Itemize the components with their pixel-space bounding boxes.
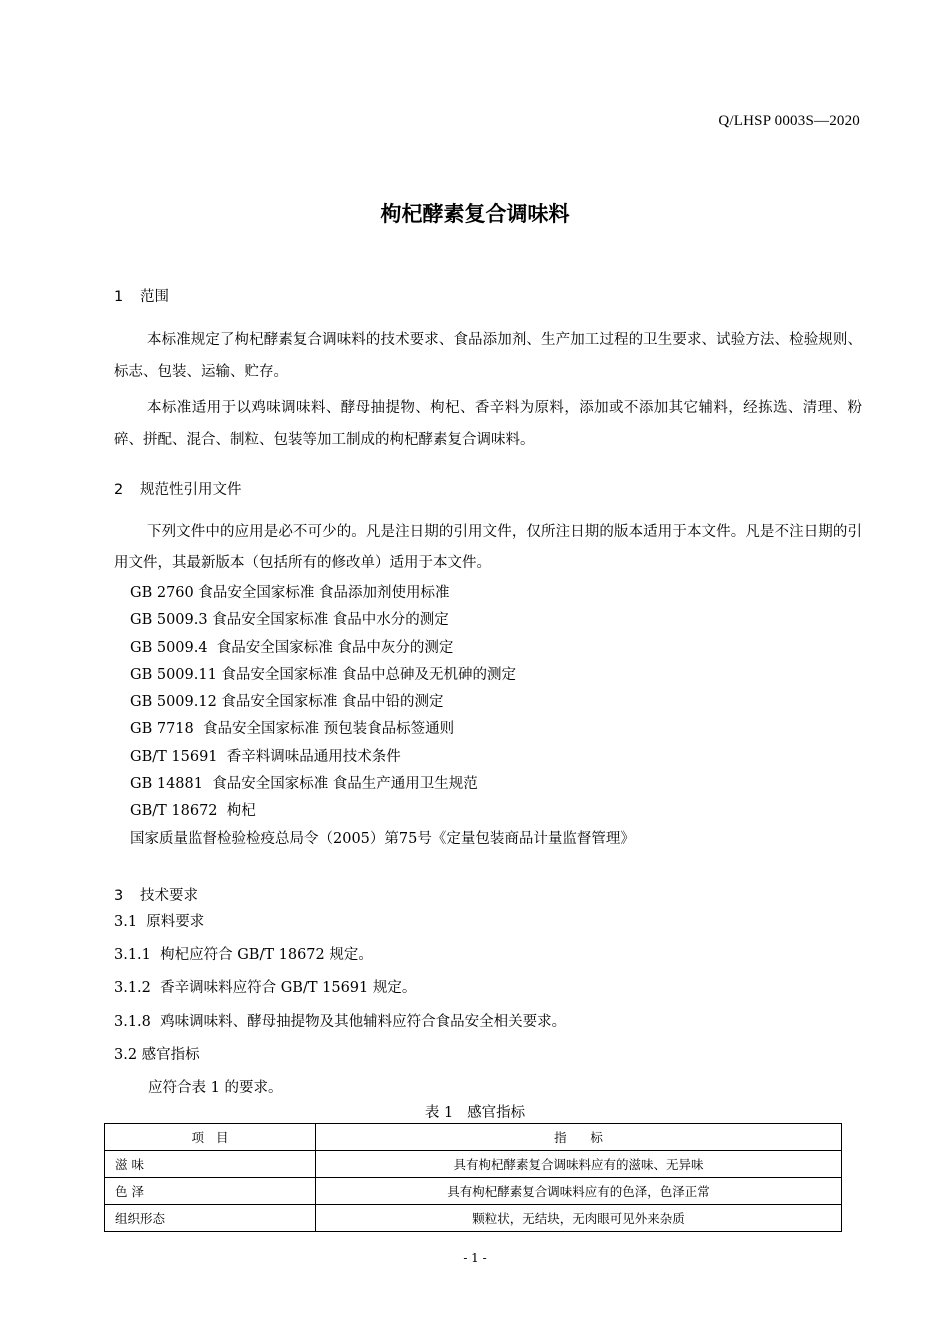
table-cell-item: 组织形态: [105, 1205, 316, 1232]
reference-item: GB/T 18672 枸杞: [130, 803, 256, 820]
section-1-paragraph-2: 本标准适用于以鸡味调味料、酵母抽提物、枸杞、香辛料为原料，添加或不添加其它辅料，经拣选、清理、粉碎、拼配、混合、制粒、包装等加工制成的枸杞酵素复合调味料。: [114, 400, 862, 448]
reference-item: 国家质量监督检验检疫总局令（2005）第75号《定量包装商品计量监督管理》: [130, 830, 635, 847]
table-cell-indicator: 具有枸杞酵素复合调味料应有的色泽，色泽正常: [316, 1178, 842, 1205]
subsection-3-1: 3.1 原料要求: [114, 914, 205, 930]
item-3-1-1: 3.1.1 枸杞应符合 GB/T 18672 规定。: [114, 947, 373, 963]
section-number: 1: [114, 289, 124, 305]
table-cell-item: 色 泽: [105, 1178, 316, 1205]
standard-code: Q/LHSP 0003S—2020: [718, 113, 860, 129]
section-3-heading: [114, 884, 198, 905]
section-number: 3: [114, 888, 124, 904]
table-row: [105, 1205, 842, 1232]
reference-item: GB 5009.4 食品安全国家标准 食品中灰分的测定: [130, 639, 454, 656]
reference-item: GB 14881 食品安全国家标准 食品生产通用卫生规范: [130, 776, 478, 793]
reference-item: GB 2760 食品安全国家标准 食品添加剂使用标准: [130, 585, 450, 601]
subsection-3-2: 3.2 感官指标: [114, 1047, 200, 1063]
reference-item: GB 5009.3 食品安全国家标准 食品中水分的测定: [130, 612, 449, 629]
sensory-table: [104, 1123, 842, 1232]
reference-list: [130, 580, 635, 853]
table-cell-item: 滋 味: [105, 1151, 316, 1178]
table-cell-indicator: 颗粒状，无结块，无肉眼可见外来杂质: [316, 1205, 842, 1232]
reference-item: GB 7718 食品安全国家标准 预包装食品标签通则: [130, 721, 455, 738]
section-2-intro: 下列文件中的应用是必不可少的。凡是注日期的引用文件，仅所注日期的版本适用于本文件。凡是不注日期的引用文件，其最新版本（包括所有的修改单）适用于本文件。: [114, 524, 862, 571]
subsection-3-2-text: 应符合表 1 的要求。: [148, 1080, 283, 1096]
section-title: 范围: [140, 289, 169, 305]
table-1-caption: 表 1 感官指标: [424, 1105, 526, 1121]
section-1-heading: [114, 285, 169, 306]
section-number: 2: [114, 482, 124, 498]
table-header-row: [105, 1124, 842, 1151]
table-header-indicator: 指 标: [316, 1124, 842, 1151]
item-3-1-2: 3.1.2 香辛调味料应符合 GB/T 15691 规定。: [114, 980, 417, 996]
reference-item: GB 5009.12 食品安全国家标准 食品中铅的测定: [130, 694, 444, 711]
section-title: 规范性引用文件: [140, 482, 242, 498]
reference-item: GB 5009.11 食品安全国家标准 食品中总砷及无机砷的测定: [130, 666, 517, 683]
table-row: [105, 1151, 842, 1178]
reference-item: GB/T 15691 香辛料调味品通用技术条件: [130, 748, 401, 765]
page-number: - 1 -: [463, 1251, 487, 1265]
table-header-item: 项 目: [105, 1124, 316, 1151]
document-title: 枸杞酵素复合调味料: [380, 202, 570, 226]
item-3-1-8: 3.1.8 鸡味调味料、酵母抽提物及其他辅料应符合食品安全相关要求。: [114, 1014, 567, 1030]
section-title: 技术要求: [140, 888, 198, 904]
table-cell-indicator: 具有枸杞酵素复合调味料应有的滋味、无异味: [316, 1151, 842, 1178]
section-2-heading: [114, 478, 242, 499]
table-row: [105, 1178, 842, 1205]
section-1-paragraph-1: 本标准规定了枸杞酵素复合调味料的技术要求、食品添加剂、生产加工过程的卫生要求、试验方法、检验规则、标志、包装、运输、贮存。: [114, 332, 862, 380]
